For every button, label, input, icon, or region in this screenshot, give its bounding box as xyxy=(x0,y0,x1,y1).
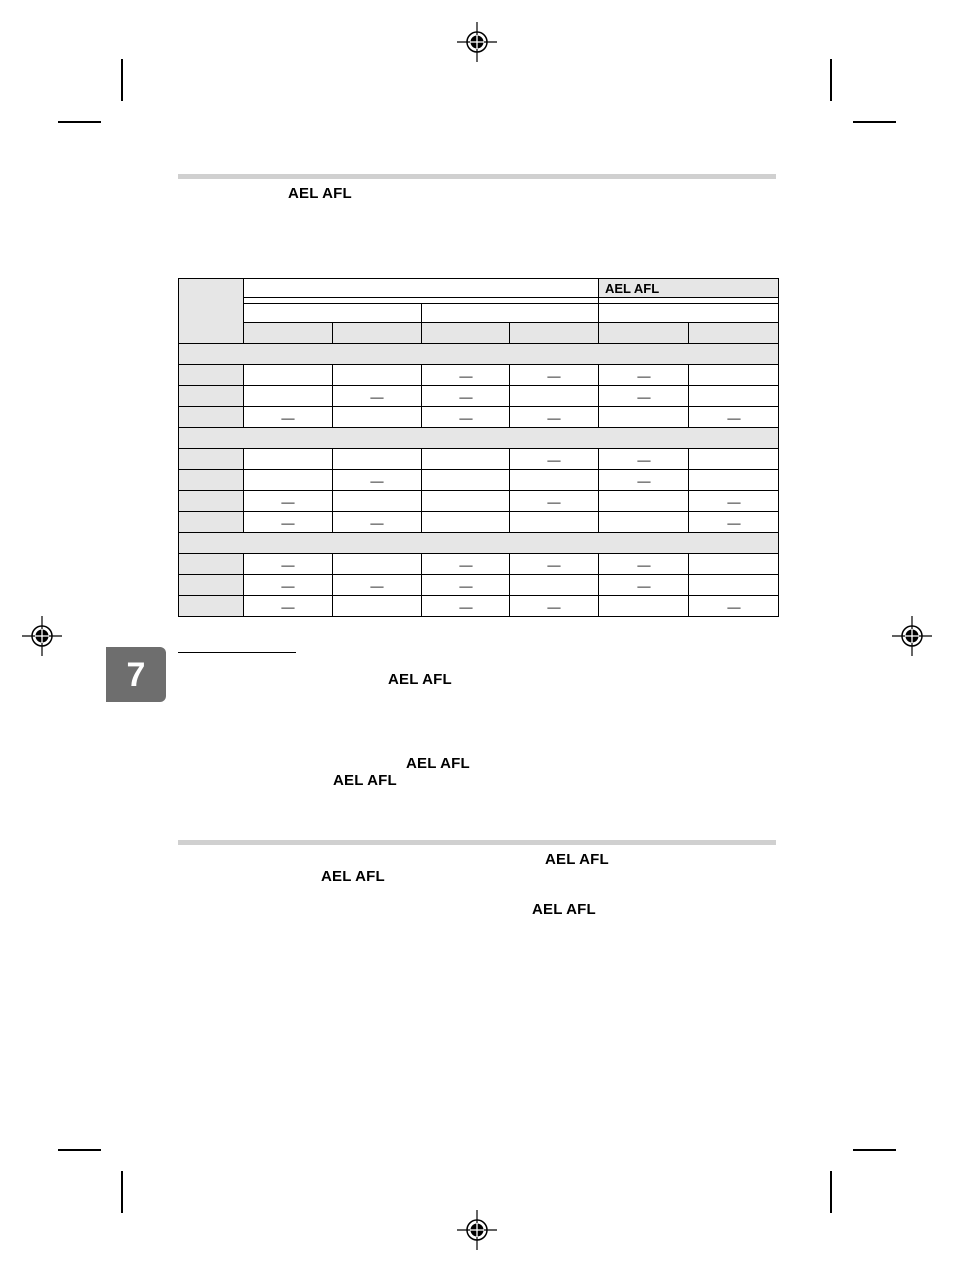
not-applicable-dash: — xyxy=(547,557,561,572)
table-row-label xyxy=(179,470,244,491)
table-cell xyxy=(244,449,333,470)
table-row-label xyxy=(179,449,244,470)
not-applicable-dash: — xyxy=(636,578,651,593)
table-cell xyxy=(422,470,510,491)
crop-mark xyxy=(121,59,123,101)
table-row xyxy=(179,575,779,596)
table-cell xyxy=(244,491,333,512)
table-cell xyxy=(422,512,510,533)
table-cell xyxy=(689,512,779,533)
table-cell xyxy=(244,386,333,407)
table-row xyxy=(179,470,779,491)
table-row-label xyxy=(179,491,244,512)
table-cell xyxy=(599,386,689,407)
not-applicable-dash: — xyxy=(281,578,295,593)
not-applicable-dash: — xyxy=(726,599,741,614)
not-applicable-dash: — xyxy=(281,557,295,572)
table-group-header xyxy=(179,344,779,365)
table-corner-cell xyxy=(179,279,244,344)
crop-mark xyxy=(58,1149,101,1151)
not-applicable-dash: — xyxy=(636,557,651,572)
table-cell xyxy=(333,365,422,386)
table-cell xyxy=(422,386,510,407)
table-cell xyxy=(244,470,333,491)
table-row xyxy=(179,386,779,407)
table-cell xyxy=(244,512,333,533)
table-cell xyxy=(510,386,599,407)
table-group-header xyxy=(179,533,779,554)
not-applicable-dash: — xyxy=(636,389,651,404)
table-cell xyxy=(422,596,510,617)
not-applicable-dash: — xyxy=(547,599,561,614)
table-cell xyxy=(422,575,510,596)
table-cell xyxy=(244,575,333,596)
table-row xyxy=(179,449,779,470)
table-row-label xyxy=(179,365,244,386)
table-cell xyxy=(333,596,422,617)
not-applicable-dash: — xyxy=(370,389,384,404)
table-cell xyxy=(689,575,779,596)
table-header-cell xyxy=(333,323,422,344)
table-row xyxy=(179,491,779,512)
table-cell xyxy=(422,491,510,512)
table-cell xyxy=(244,554,333,575)
not-applicable-dash: — xyxy=(281,494,295,509)
ael-afl-label: AEL AFL xyxy=(288,185,352,202)
not-applicable-dash: — xyxy=(726,410,741,425)
table-header-cell xyxy=(599,304,779,323)
table-group-header xyxy=(179,428,779,449)
ael-afl-label: AEL AFL xyxy=(388,671,452,688)
table-cell xyxy=(599,512,689,533)
table-cell xyxy=(333,386,422,407)
registration-mark-icon xyxy=(457,22,497,62)
table-cell xyxy=(689,386,779,407)
ael-afl-label: AEL AFL xyxy=(545,851,609,868)
table-cell xyxy=(333,554,422,575)
section-rule xyxy=(178,174,776,179)
table-cell xyxy=(333,449,422,470)
table-row-label xyxy=(179,596,244,617)
table-cell xyxy=(333,512,422,533)
crop-mark xyxy=(830,59,832,101)
table-group-row xyxy=(179,533,779,554)
table-cell xyxy=(422,554,510,575)
table-row xyxy=(179,512,779,533)
table-row xyxy=(179,365,779,386)
table-cell xyxy=(510,491,599,512)
not-applicable-dash: — xyxy=(547,494,561,509)
not-applicable-dash: — xyxy=(458,578,473,593)
table-header-cell xyxy=(244,323,333,344)
table-cell xyxy=(510,512,599,533)
not-applicable-dash: — xyxy=(458,410,473,425)
table-cell xyxy=(422,407,510,428)
table-cell xyxy=(333,407,422,428)
registration-mark-icon xyxy=(22,616,62,656)
table-cell xyxy=(510,407,599,428)
table-cell xyxy=(599,449,689,470)
crop-mark xyxy=(853,1149,896,1151)
not-applicable-dash: — xyxy=(458,557,473,572)
table-header-ael-afl: AEL AFL xyxy=(599,279,779,298)
table-cell xyxy=(333,470,422,491)
registration-mark-icon xyxy=(892,616,932,656)
mode-table xyxy=(178,278,779,617)
table-header-cell xyxy=(422,323,510,344)
table-cell xyxy=(244,365,333,386)
table-cell xyxy=(599,365,689,386)
table-row xyxy=(179,554,779,575)
not-applicable-dash: — xyxy=(370,473,384,488)
not-applicable-dash: — xyxy=(726,494,741,509)
table-cell xyxy=(510,365,599,386)
table-cell xyxy=(510,596,599,617)
ael-afl-label: AEL AFL xyxy=(532,901,596,918)
table-cell xyxy=(599,470,689,491)
table-header-cell xyxy=(422,304,599,323)
table-cell xyxy=(689,554,779,575)
not-applicable-dash: — xyxy=(547,410,561,425)
table-row-label xyxy=(179,512,244,533)
table-cell xyxy=(422,365,510,386)
table-row-label xyxy=(179,554,244,575)
table-header-cell xyxy=(244,279,599,298)
table-group-row xyxy=(179,344,779,365)
table-cell xyxy=(689,365,779,386)
not-applicable-dash: — xyxy=(281,599,295,614)
crop-mark xyxy=(853,121,896,123)
not-applicable-dash: — xyxy=(547,368,561,383)
not-applicable-dash: — xyxy=(636,368,651,383)
not-applicable-dash: — xyxy=(458,389,473,404)
table-row-label xyxy=(179,386,244,407)
table-cell xyxy=(599,596,689,617)
table-cell xyxy=(244,596,333,617)
crop-mark xyxy=(58,121,101,123)
table-cell xyxy=(244,407,333,428)
table-row xyxy=(179,596,779,617)
table-cell xyxy=(689,449,779,470)
not-applicable-dash: — xyxy=(458,599,473,614)
table-header-cell xyxy=(689,323,779,344)
table-cell xyxy=(599,554,689,575)
table-header-cell xyxy=(244,304,422,323)
table-cell xyxy=(333,575,422,596)
table-header-cell xyxy=(510,323,599,344)
table-cell xyxy=(422,449,510,470)
table-cell xyxy=(599,491,689,512)
not-applicable-dash: — xyxy=(547,452,561,467)
table-cell xyxy=(510,449,599,470)
not-applicable-dash: — xyxy=(636,452,651,467)
chapter-number: 7 xyxy=(126,656,146,694)
footnote-rule xyxy=(178,652,296,653)
table-cell xyxy=(689,470,779,491)
table-cell xyxy=(599,575,689,596)
not-applicable-dash: — xyxy=(281,410,295,425)
table-group-row xyxy=(179,428,779,449)
not-applicable-dash: — xyxy=(726,515,741,530)
chapter-tab xyxy=(106,647,166,702)
crop-mark xyxy=(830,1171,832,1213)
section-rule xyxy=(178,840,776,845)
table-cell xyxy=(599,407,689,428)
ael-afl-label: AEL AFL xyxy=(406,755,470,772)
not-applicable-dash: — xyxy=(370,578,384,593)
table-cell xyxy=(510,575,599,596)
table-row xyxy=(179,407,779,428)
table-cell xyxy=(689,407,779,428)
table-row-label xyxy=(179,575,244,596)
table-cell xyxy=(510,470,599,491)
not-applicable-dash: — xyxy=(370,515,384,530)
table-row-label xyxy=(179,407,244,428)
table-cell xyxy=(510,554,599,575)
table-cell xyxy=(689,596,779,617)
table-cell xyxy=(333,491,422,512)
ael-afl-label: AEL AFL xyxy=(333,772,397,789)
not-applicable-dash: — xyxy=(458,368,473,383)
crop-mark xyxy=(121,1171,123,1213)
table-cell xyxy=(689,491,779,512)
not-applicable-dash: — xyxy=(636,473,651,488)
table-header-cell xyxy=(599,323,689,344)
registration-mark-icon xyxy=(457,1210,497,1250)
ael-afl-label: AEL AFL xyxy=(321,868,385,885)
not-applicable-dash: — xyxy=(281,515,295,530)
